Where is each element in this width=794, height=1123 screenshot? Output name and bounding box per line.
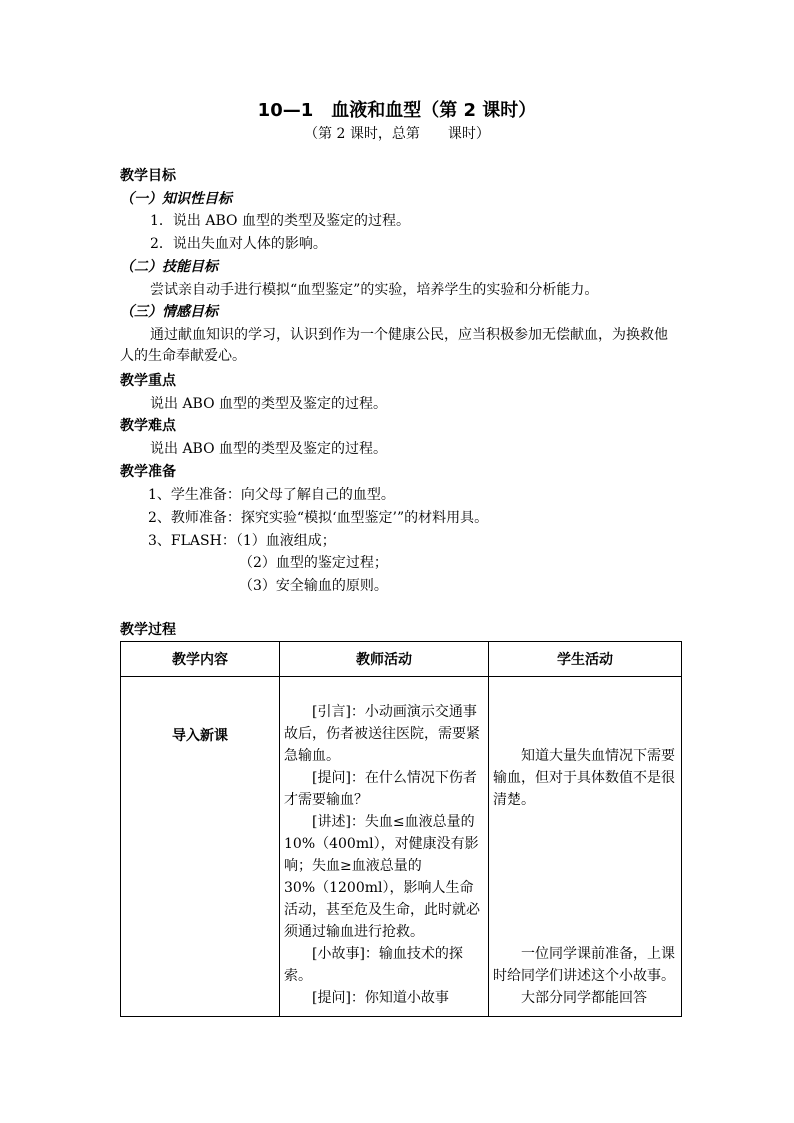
skill-objective-heading: （二）技能目标 xyxy=(120,259,218,275)
teacher-activity-paragraph: [提问]：在什么情况下伤者才需要输血？ xyxy=(284,770,477,808)
difficult-point-text: 说出 ABO 血型的类型及鉴定的过程。 xyxy=(150,441,388,457)
table-row xyxy=(121,677,682,1017)
student-activity-paragraph: 大部分同学都能回答 xyxy=(521,990,647,1006)
key-point-heading: 教学重点 xyxy=(120,373,176,389)
knowledge-objective-item: 2．说出失血对人体的影响。 xyxy=(150,236,327,252)
table-header-row xyxy=(121,642,682,677)
process-heading: 教学过程 xyxy=(120,622,176,638)
emotion-objective-heading: （三）情感目标 xyxy=(120,304,218,320)
page-title: 10—1 血液和血型（第 2 课时） xyxy=(257,100,537,121)
content-cell xyxy=(121,677,280,1017)
preparation-heading: 教学准备 xyxy=(120,464,176,480)
preparation-item: 2、教师准备：探究实验“模拟‘血型鉴定’”的材料用具。 xyxy=(148,510,489,526)
student-activity-paragraph: 一位同学课前准备，上课时给同学们讲述这个小故事。 xyxy=(493,946,675,984)
teaching-process-table xyxy=(120,641,682,1017)
key-point-text: 说出 ABO 血型的类型及鉴定的过程。 xyxy=(150,396,388,412)
content-label: 导入新课 xyxy=(172,728,228,744)
teacher-activity-paragraph: [引言]：小动画演示交通事故后，伤者被送往医院，需要紧急输血。 xyxy=(284,704,480,764)
page-subtitle: （第 2 课时，总第 课时） xyxy=(304,126,490,142)
preparation-item: （2）血型的鉴定过程； xyxy=(239,555,388,571)
knowledge-objective-heading: （一）知识性目标 xyxy=(120,191,232,207)
column-header-student: 学生活动 xyxy=(489,642,682,677)
student-activity-paragraph: 知道大量失血情况下需要输血，但对于具体数值不是很清楚。 xyxy=(493,748,675,808)
objectives-heading: 教学目标 xyxy=(120,168,176,184)
student-activity-cell xyxy=(489,677,682,1017)
column-header-teacher: 教师活动 xyxy=(280,642,489,677)
emotion-objective-text: 通过献血知识的学习，认识到作为一个健康公民，应当积极参加无偿献血，为换救他人的生命奉献爱心。 xyxy=(120,327,668,364)
preparation-item: 1、学生准备：向父母了解自己的血型。 xyxy=(148,487,395,503)
teacher-activity-paragraph: [讲述]：失血≤血液总量的 10%（400ml），对健康没有影响；失血≥血液总量的 30%（1200ml），影响人生命活动，甚至危及生命，此时就必须通过输血进行抢救。 xyxy=(284,814,480,940)
preparation-item: （3）安全输血的原则。 xyxy=(239,578,388,594)
difficult-point-heading: 教学难点 xyxy=(120,418,176,434)
preparation-item: 3、FLASH：（1）血液组成； xyxy=(148,533,336,549)
column-header-content: 教学内容 xyxy=(121,642,280,677)
knowledge-objective-item: 1．说出 ABO 血型的类型及鉴定的过程。 xyxy=(150,213,410,229)
skill-objective-text: 尝试亲自动手进行模拟“血型鉴定”的实验，培养学生的实验和分析能力。 xyxy=(150,282,599,298)
teacher-activity-paragraph: [提问]：你知道小故事 xyxy=(312,990,449,1006)
teacher-activity-paragraph: [小故事]：输血技术的探索。 xyxy=(284,946,463,984)
teacher-activity-cell xyxy=(280,677,489,1017)
